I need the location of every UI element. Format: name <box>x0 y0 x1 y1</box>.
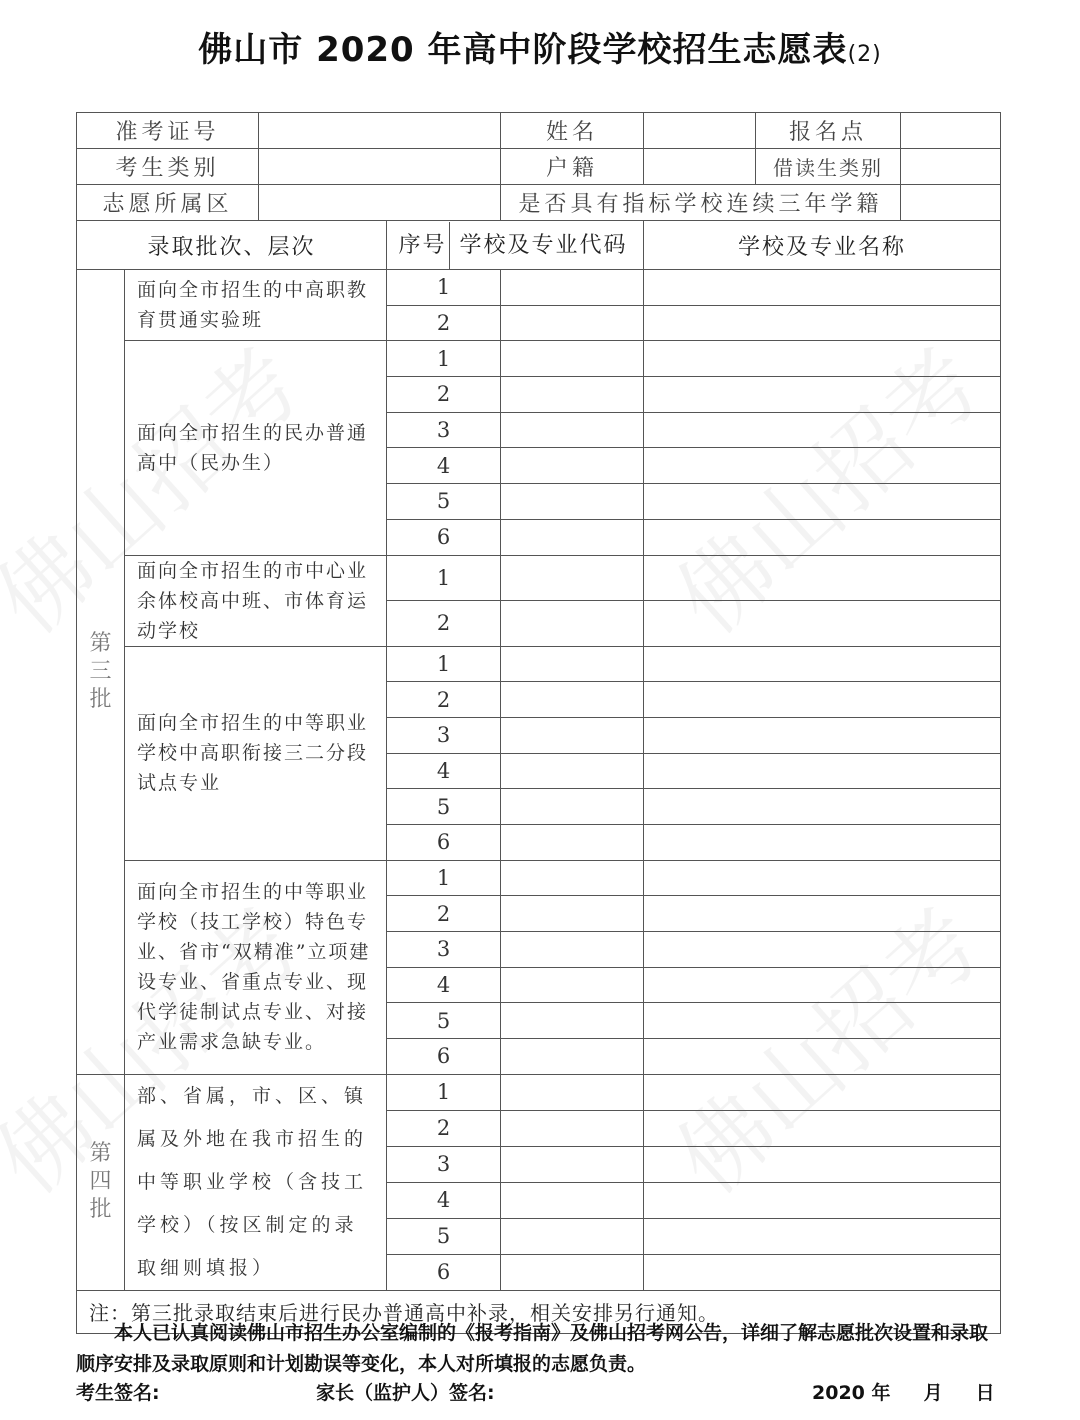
seq-number: 6 <box>387 519 501 555</box>
school-name-field[interactable] <box>644 601 1001 647</box>
choice-row <box>77 1074 1001 1110</box>
declaration <box>76 1318 1006 1380</box>
category-label: 面向全市招生的中等职业学校（技工学校）特色专业、省市“双精准”立项建设专业、省重点专业、现代学徒制试点专业、对接产业需求急缺专业。 <box>125 860 387 1074</box>
school-name-field[interactable] <box>644 270 1001 306</box>
district-field[interactable] <box>259 185 501 221</box>
school-code-field[interactable] <box>501 1039 644 1075</box>
school-name-field[interactable] <box>644 377 1001 413</box>
school-code-field[interactable] <box>501 682 644 718</box>
seq-number: 4 <box>387 753 501 789</box>
school-name-field[interactable] <box>644 1110 1001 1146</box>
school-name-field[interactable] <box>644 789 1001 825</box>
seq-number: 1 <box>387 860 501 896</box>
school-code-field[interactable] <box>501 932 644 968</box>
seq-number: 4 <box>387 967 501 1003</box>
school-name-field[interactable] <box>644 519 1001 555</box>
reg-site-label: 报名点 <box>756 113 901 149</box>
seq-number: 5 <box>387 789 501 825</box>
choice-row <box>77 341 1001 377</box>
seq-number: 6 <box>387 824 501 860</box>
school-name-field[interactable] <box>644 717 1001 753</box>
category-label: 面向全市招生的中高职教育贯通实验班 <box>125 270 387 341</box>
school-code-field[interactable] <box>501 1218 644 1254</box>
seq-number: 2 <box>387 601 501 647</box>
three-year-label: 是否具有指标学校连续三年学籍 <box>501 185 901 221</box>
seq-number: 5 <box>387 1003 501 1039</box>
school-name-field[interactable] <box>644 484 1001 520</box>
category-label: 部、省属，市、区、镇属及外地在我市招生的中等职业学校（含技工学校）（按区制定的录取细则填报） <box>125 1074 387 1290</box>
student-type-label: 考生类别 <box>77 149 259 185</box>
school-code-field[interactable] <box>501 896 644 932</box>
parent-signature-label: 家长（监护人）签名: <box>316 1382 495 1404</box>
school-code-field[interactable] <box>501 377 644 413</box>
school-code-field[interactable] <box>501 1110 644 1146</box>
school-name-field[interactable] <box>644 1182 1001 1218</box>
school-name-field[interactable] <box>644 448 1001 484</box>
seq-number: 4 <box>387 1182 501 1218</box>
school-code-field[interactable] <box>501 789 644 825</box>
district-label: 志愿所属区 <box>77 185 259 221</box>
seq-number: 4 <box>387 448 501 484</box>
boarding-type-field[interactable] <box>901 149 1001 185</box>
student-signature-label: 考生签名: <box>76 1382 160 1404</box>
school-code-field[interactable] <box>501 448 644 484</box>
name-header: 学校及专业名称 <box>644 221 1001 270</box>
school-code-field[interactable] <box>501 860 644 896</box>
school-code-field[interactable] <box>501 305 644 341</box>
school-code-field[interactable] <box>501 1254 644 1290</box>
student-type-field[interactable] <box>259 149 501 185</box>
school-name-field[interactable] <box>644 1218 1001 1254</box>
header-row <box>77 221 1001 270</box>
info-row-1 <box>77 113 1001 149</box>
school-name-field[interactable] <box>644 412 1001 448</box>
school-code-field[interactable] <box>501 341 644 377</box>
school-code-field[interactable] <box>501 412 644 448</box>
school-code-field[interactable] <box>501 753 644 789</box>
school-code-field[interactable] <box>501 1074 644 1110</box>
school-code-field[interactable] <box>501 1003 644 1039</box>
info-row-2 <box>77 149 1001 185</box>
seq-number: 1 <box>387 646 501 682</box>
seq-number: 2 <box>387 377 501 413</box>
code-header: 学校及专业代码 <box>459 232 628 258</box>
school-code-field[interactable] <box>501 1146 644 1182</box>
school-name-field[interactable] <box>644 646 1001 682</box>
household-field[interactable] <box>644 149 756 185</box>
school-code-field[interactable] <box>501 1182 644 1218</box>
batch-level-header: 录取批次、层次 <box>77 221 387 270</box>
school-code-field[interactable] <box>501 967 644 1003</box>
category-label: 面向全市招生的市中心业余体校高中班、市体育运动学校 <box>125 555 387 646</box>
seq-number: 6 <box>387 1039 501 1075</box>
note-text: 注：第三批录取结束后进行民办普通高中补录，相关安排另行通知。 <box>77 1290 1001 1333</box>
school-name-field[interactable] <box>644 341 1001 377</box>
three-year-field[interactable] <box>901 185 1001 221</box>
seq-number: 3 <box>387 717 501 753</box>
category-label: 面向全市招生的民办普通高中（民办生） <box>125 341 387 555</box>
name-field[interactable] <box>644 113 756 149</box>
title-suffix: (2) <box>847 42 882 67</box>
school-code-field[interactable] <box>501 646 644 682</box>
application-form-table <box>76 112 1001 1334</box>
school-code-field[interactable] <box>501 555 644 601</box>
school-code-field[interactable] <box>501 717 644 753</box>
seq-number: 1 <box>387 270 501 306</box>
info-row-3 <box>77 185 1001 221</box>
choice-row <box>77 860 1001 896</box>
exam-no-field[interactable] <box>259 113 501 149</box>
seq-header: 序号 <box>397 222 450 269</box>
seq-number: 3 <box>387 932 501 968</box>
boarding-type-label: 借读生类别 <box>756 149 901 185</box>
household-label: 户籍 <box>501 149 644 185</box>
school-name-field[interactable] <box>644 1003 1001 1039</box>
school-name-field[interactable] <box>644 753 1001 789</box>
school-name-field[interactable] <box>644 1254 1001 1290</box>
school-name-field[interactable] <box>644 1146 1001 1182</box>
school-name-field[interactable] <box>644 932 1001 968</box>
school-code-field[interactable] <box>501 484 644 520</box>
seq-number: 2 <box>387 305 501 341</box>
school-name-field[interactable] <box>644 824 1001 860</box>
choice-row <box>77 555 1001 601</box>
school-name-field[interactable] <box>644 1074 1001 1110</box>
seq-number: 2 <box>387 896 501 932</box>
batch-label-third <box>77 270 125 1075</box>
declaration-text: 本人已认真阅读佛山市招生办公室编制的《报考指南》及佛山招考网公告，详细了解志愿批次设置和录取顺序安排及录取原则和计划勘误等变化，本人对所填报的志愿负责。 <box>76 1322 989 1375</box>
seq-number: 3 <box>387 412 501 448</box>
seq-number: 3 <box>387 1146 501 1182</box>
seq-number: 1 <box>387 1074 501 1110</box>
seq-number: 2 <box>387 1110 501 1146</box>
exam-no-label: 准考证号 <box>77 113 259 149</box>
title-main: 佛山市 2020 年高中阶段学校招生志愿表 <box>198 30 848 70</box>
seq-number: 1 <box>387 555 501 601</box>
signature-date: 2020 年 月 日 <box>812 1382 995 1404</box>
seq-code-header <box>387 221 644 270</box>
name-label: 姓名 <box>501 113 644 149</box>
school-name-field[interactable] <box>644 967 1001 1003</box>
school-name-field[interactable] <box>644 860 1001 896</box>
school-name-field[interactable] <box>644 682 1001 718</box>
page-title <box>0 22 1080 71</box>
school-name-field[interactable] <box>644 555 1001 601</box>
batch-label-fourth <box>77 1074 125 1290</box>
school-code-field[interactable] <box>501 270 644 306</box>
batch-label-text: 第四批 <box>89 1141 112 1223</box>
school-code-field[interactable] <box>501 519 644 555</box>
batch-label-text: 第三批 <box>89 630 112 712</box>
seq-number: 1 <box>387 341 501 377</box>
seq-number: 5 <box>387 1218 501 1254</box>
school-code-field[interactable] <box>501 824 644 860</box>
school-name-field[interactable] <box>644 1039 1001 1075</box>
seq-number: 6 <box>387 1254 501 1290</box>
school-code-field[interactable] <box>501 601 644 647</box>
choice-row <box>77 646 1001 682</box>
school-name-field[interactable] <box>644 896 1001 932</box>
category-label: 面向全市招生的中等职业学校中高职衔接三二分段试点专业 <box>125 646 387 860</box>
seq-number: 5 <box>387 484 501 520</box>
reg-site-field[interactable] <box>901 113 1001 149</box>
school-name-field[interactable] <box>644 305 1001 341</box>
choice-row <box>77 270 1001 306</box>
seq-number: 2 <box>387 682 501 718</box>
